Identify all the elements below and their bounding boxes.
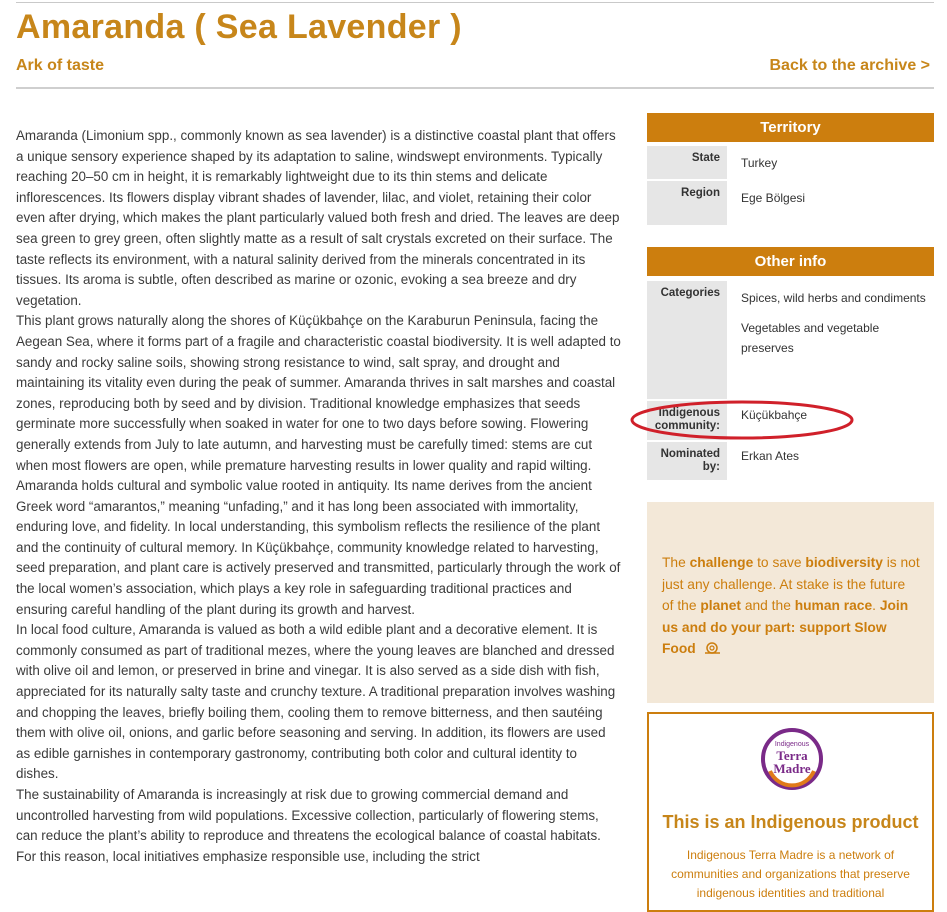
snail-icon xyxy=(704,641,722,655)
challenge-text: is not just any challenge. At stake is the future of the xyxy=(662,555,920,613)
back-to-archive-link[interactable]: Back to the archive > xyxy=(769,57,930,74)
community-label: Indigenous community: xyxy=(647,401,727,442)
indigenous-title: This is an Indigenous product xyxy=(662,812,919,832)
categories-value xyxy=(727,281,934,401)
other-info-table xyxy=(647,281,934,482)
territory-header: Territory xyxy=(647,113,934,142)
nominated-label: Nominated by: xyxy=(647,442,727,482)
territory-row-region xyxy=(647,181,934,227)
nominated-value: Erkan Ates xyxy=(741,449,800,463)
state-label: State xyxy=(647,146,727,181)
nominated-row xyxy=(647,442,934,482)
indigenous-terra-madre-logo xyxy=(760,727,824,791)
indigenous-product-box xyxy=(647,712,934,912)
category-item: Spices, wild herbs and condiments xyxy=(741,291,926,305)
logo-line2: Madre xyxy=(773,761,811,776)
territory-table xyxy=(647,146,934,227)
challenge-text: and the xyxy=(741,598,795,613)
community-value: Küçükbahçe xyxy=(741,408,808,422)
challenge-box xyxy=(647,502,934,703)
region-label: Region xyxy=(647,181,727,227)
state-value: Turkey xyxy=(741,156,778,170)
description-paragraph: This plant grows naturally along the shores of Küçükbahçe on the Karaburun Peninsula, facing the Aegean Sea, where it forms part of a fragile and characteristic coastal biodiversity. It is well adapted to sandy and rocky saline soils, showing strong resistance to wind, salt spray, and drought and maintaining its vitality even during the peak of summer. Amaranda thrives in salt marshes and coastal zones, reproducing both by seed and by division. Traditional knowledge emphasizes that seeds germinate more successfully when soaked in water for one to two days before sowing. Flowering generally extends from July to late autumn, and harvesting must be carefully timed: stems are cut when most flowers are open, while premature harvesting results in lower quality and rapid wilting. xyxy=(16,313,621,473)
logo-line1: Terra xyxy=(776,748,808,763)
challenge-text: The xyxy=(662,555,690,570)
challenge-text: to save xyxy=(753,555,806,570)
challenge-text: . xyxy=(872,598,880,613)
category-item: Vegetables and vegetable preserves xyxy=(741,321,880,355)
challenge-emphasis: human race xyxy=(794,598,873,613)
territory-row-state xyxy=(647,146,934,181)
indigenous-description: Indigenous Terra Madre is a network of communities and organizations that preserve indigenous identities and traditional xyxy=(671,848,910,900)
header-divider xyxy=(16,87,934,89)
description-paragraph: Amaranda (Limonium spp., commonly known as sea lavender) is a distinctive coastal plant that offers a unique sensory experience shaped by its adaptation to saline, windswept environments. Typically reaching 20–50 cm in height, it is remarkably lightweight due to its thin stems and delicate inflorescences. Its flowers display vibrant shades of lavender, lilac, and violet, retaining their color even after drying, which makes the plant particularly valued both fresh and dried. The leaves are deep sea green to grey green, often slightly matte as a result of salt crystals excreted on their surface. The taste reflects its environment, with a natural salinity derived from the minerals concentrated in its tissues. Its aroma is subtle, often described as marine or ozonic, evoking a sea breeze and dry vegetation. xyxy=(16,128,620,308)
page-title: Amaranda ( Sea Lavender ) xyxy=(16,8,462,46)
challenge-emphasis: biodiversity xyxy=(805,555,883,570)
product-description xyxy=(16,126,622,897)
description-paragraph: In local food culture, Amaranda is valued as both a wild edible plant and a decorative element. It is commonly consumed as part of traditional mezes, where the young leaves are blanched and dressed with olive oil and lemon, or preserved in brine and vinegar. It is also served as a side dish with fish, appreciated for its naturally salty taste and crunchy texture. A traditional preparation involves washing and chopping the leaves, briefly boiling them, cooling them to remove bitterness, and then sautéing them with olive oil, onions, and garlic before seasoning and serving. In addition, its flowers are used as edible garnishes in contemporary gastronomy, contributing both color and cultural identity to dishes. xyxy=(16,622,616,782)
description-paragraph: The sustainability of Amaranda is increasingly at risk due to growing commercial demand and uncontrolled harvesting from wild populations. Excessive collection, particularly of flowering stems, can reduce the plant’s ability to reproduce and threatens the ecological balance of coastal habitats. For this reason, local initiatives emphasize responsible use, including the strict xyxy=(16,787,601,864)
categories-row xyxy=(647,281,934,401)
highlight-ellipse xyxy=(629,398,857,442)
support-slow-food-link[interactable]: Join us and do your part: support Slow Food xyxy=(662,598,909,656)
logo-top-text: Indigenous xyxy=(774,741,810,748)
other-info-header: Other info xyxy=(647,247,934,276)
description-paragraph: Amaranda holds cultural and symbolic value rooted in antiquity. Its name derives from the ancient Greek word “amarantos,” meaning “unfading,” and it has long been associated with immortality, enduring love, and fidelity. In local understanding, this symbolism reflects the resilience of the plant and the continuity of cultural memory. In Küçükbahçe, community knowledge related to harvesting, seed preparation, and plant care is actively preserved and transmitted, particularly through the work of the local women’s association, which plays a key role in safeguarding traditional practices and ensuring careful handling of the plant during its growth and harvest. xyxy=(16,478,621,617)
region-value: Ege Bölgesi xyxy=(741,191,806,205)
page-subtitle: Ark of taste xyxy=(16,57,105,74)
categories-label: Categories xyxy=(647,281,727,401)
challenge-emphasis: challenge xyxy=(689,555,754,570)
top-divider xyxy=(16,2,934,3)
challenge-emphasis: planet xyxy=(700,598,741,613)
